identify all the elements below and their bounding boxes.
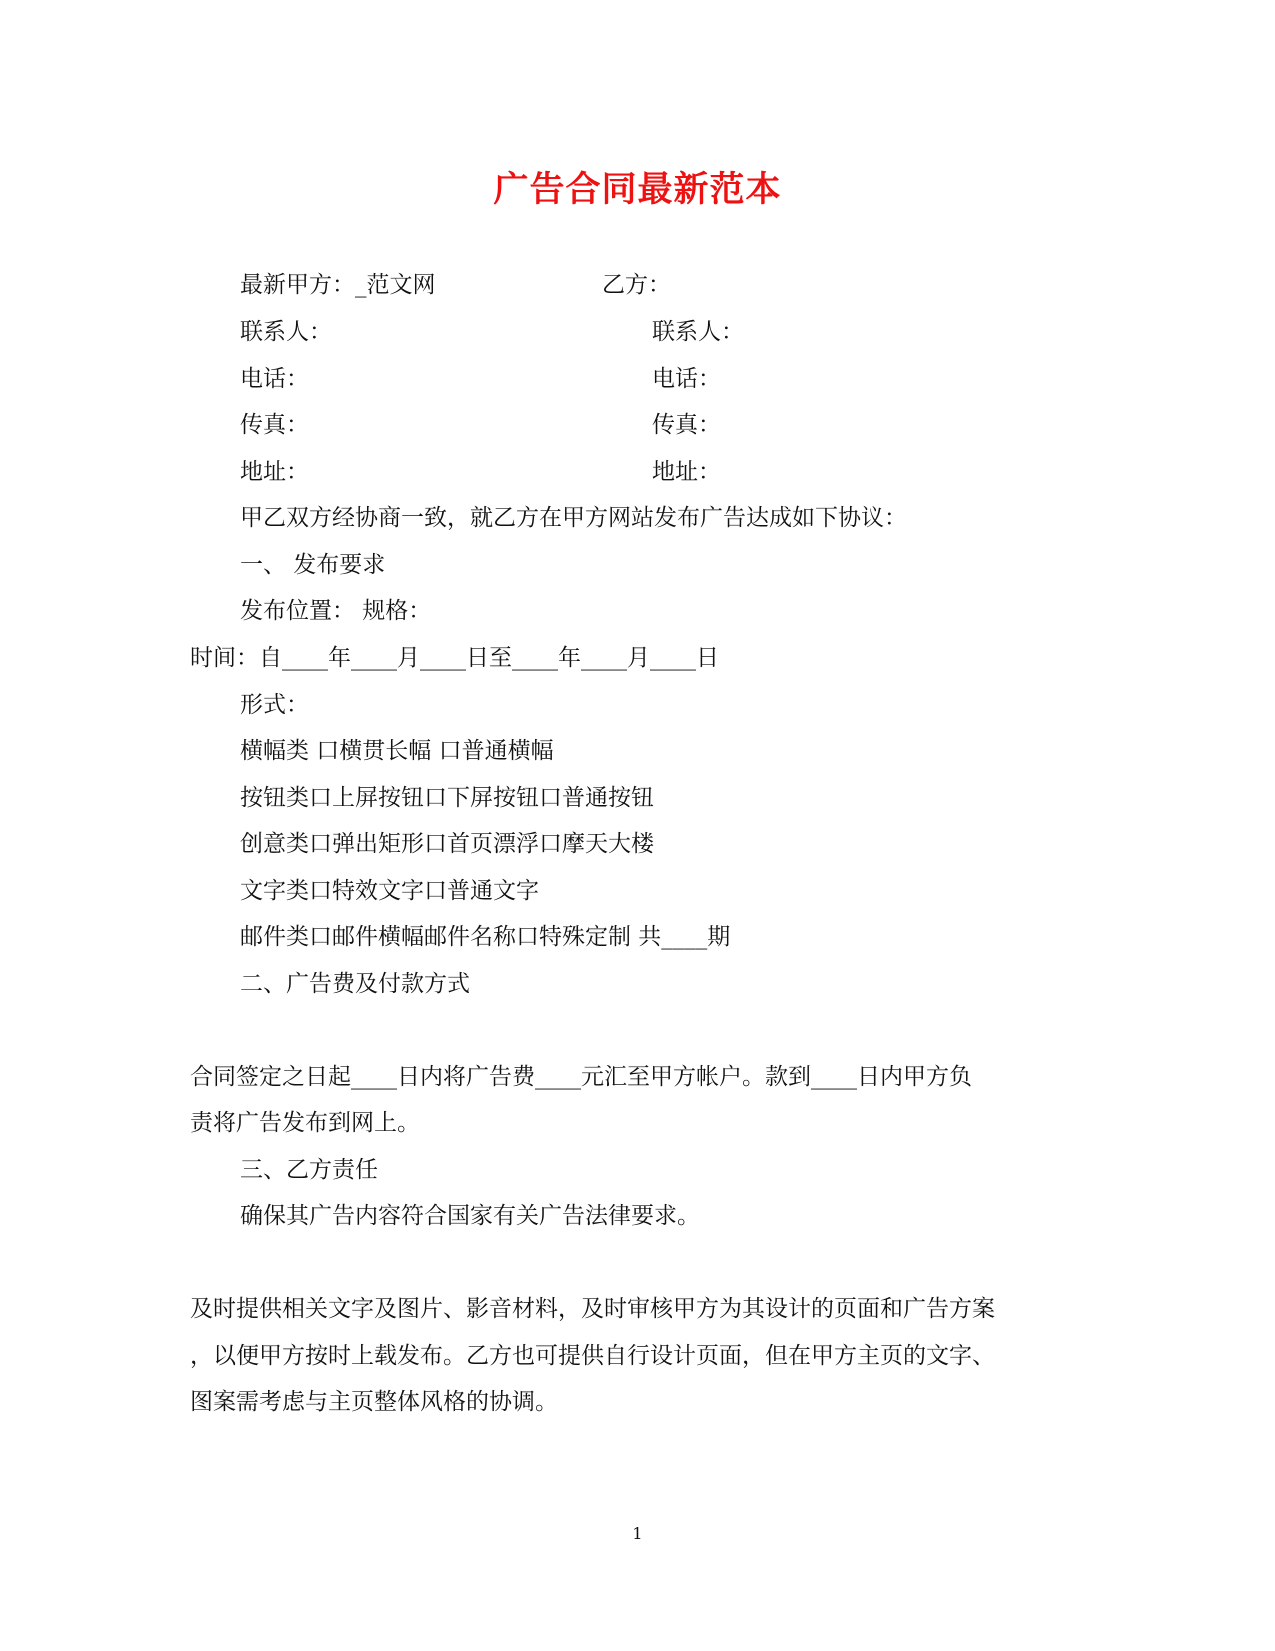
form-option: 按钮类口上屏按钮口下屏按钮口普通按钮 xyxy=(240,785,654,811)
publish-time-line: 时间：自____年____月____日至____年____月____日 xyxy=(190,645,719,671)
document-title: 广告合同最新范本 xyxy=(493,169,782,210)
party-b-phone: 电话： xyxy=(652,366,721,392)
section2-paragraph-line: 责将广告发布到网上。 xyxy=(190,1110,420,1136)
party-b-address: 地址： xyxy=(652,459,721,485)
party-a-address: 地址： xyxy=(240,459,309,485)
party-b-fax: 传真： xyxy=(652,412,721,438)
intro-paragraph: 甲乙双方经协商一致，就乙方在甲方网站发布广告达成如下协议： xyxy=(240,505,907,531)
page-number: 1 xyxy=(632,1524,643,1543)
section1-heading: 一、 发布要求 xyxy=(240,552,386,578)
form-option: 文字类口特效文字口普通文字 xyxy=(240,878,539,904)
section3-item2-line: ，以便甲方按时上载发布。乙方也可提供自行设计页面，但在甲方主页的文字、 xyxy=(190,1343,995,1369)
section2-paragraph-line: 合同签定之日起____日内将广告费____元汇至甲方帐户。款到____日内甲方负 xyxy=(190,1064,972,1090)
party-a-fax: 传真： xyxy=(240,412,309,438)
party-b-name: 乙方： xyxy=(602,272,671,298)
publish-position-line: 发布位置： 规格： xyxy=(240,598,432,624)
form-option: 邮件类口邮件横幅邮件名称口特殊定制 共____期 xyxy=(240,924,731,950)
party-a-phone: 电话： xyxy=(240,366,309,392)
party-a-contact: 联系人： xyxy=(240,319,332,345)
party-a-name: 最新甲方：_范文网 xyxy=(240,272,436,298)
form-option: 横幅类 口横贯长幅 口普通横幅 xyxy=(240,738,554,764)
section3-item1: 确保其广告内容符合国家有关广告法律要求。 xyxy=(240,1203,700,1229)
section3-item2-line: 及时提供相关文字及图片、影音材料，及时审核甲方为其设计的页面和广告方案 xyxy=(190,1296,995,1322)
section2-heading: 二、广告费及付款方式 xyxy=(240,971,470,997)
party-b-contact: 联系人： xyxy=(652,319,744,345)
section3-heading: 三、乙方责任 xyxy=(240,1157,378,1183)
form-label: 形式： xyxy=(240,692,309,718)
section3-item2-line: 图案需考虑与主页整体风格的协调。 xyxy=(190,1389,558,1415)
form-option: 创意类口弹出矩形口首页漂浮口摩天大楼 xyxy=(240,831,654,857)
